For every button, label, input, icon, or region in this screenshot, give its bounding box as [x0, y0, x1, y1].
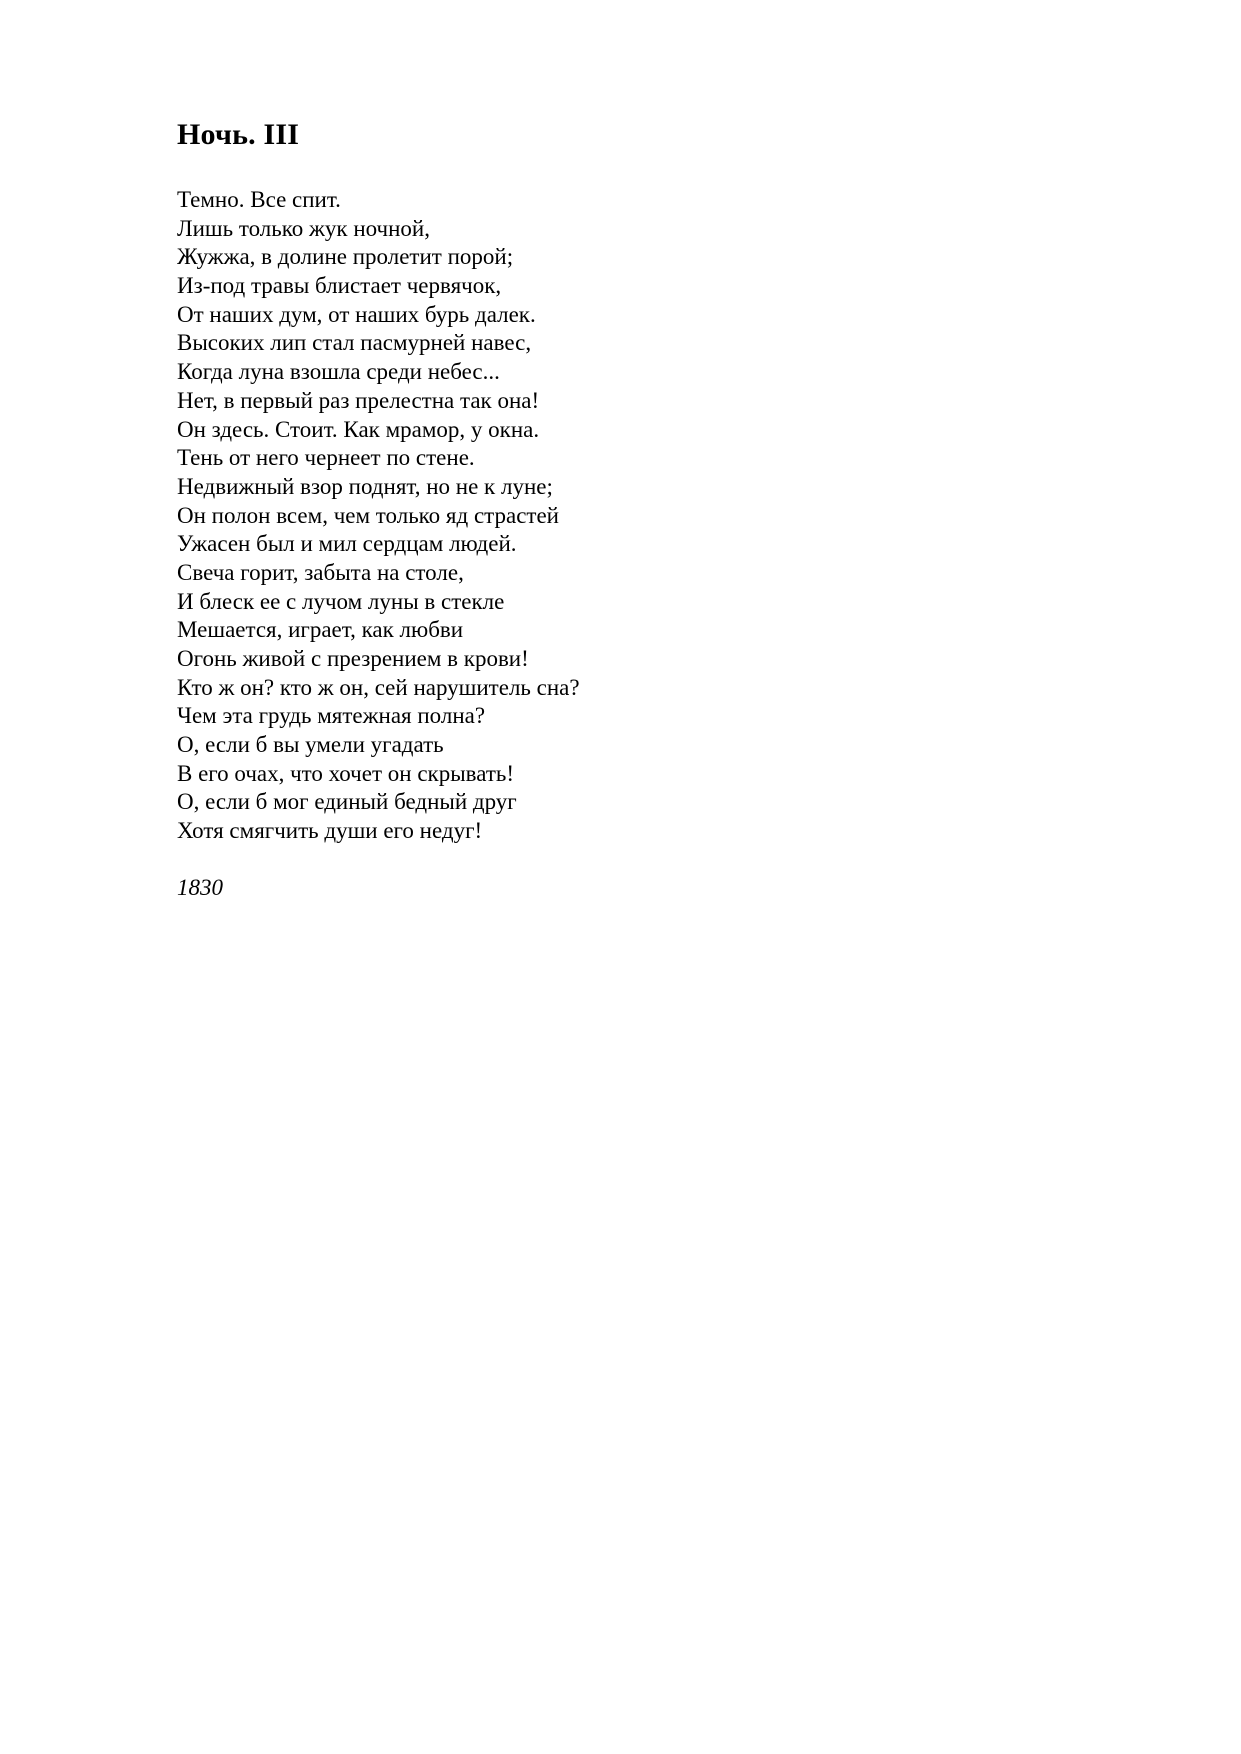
poem-line: Из-под травы блистает червячок, [177, 273, 502, 299]
poem-line: Недвижный взор поднят, но не к луне; [177, 473, 553, 499]
poem-line: О, если б вы умели угадать [177, 732, 444, 758]
poem-line: Свеча горит, забыта на столе, [177, 559, 464, 585]
poem-line: Огонь живой с презрением в крови! [177, 646, 529, 671]
poem-line: И блеск ее с лучом луны в стекле [177, 588, 505, 614]
poem-title: Ночь. III [177, 118, 300, 151]
poem-line: Нет, в первый раз прелестна так она! [177, 387, 540, 413]
poem-line: От наших дум, от наших бурь далек. [177, 301, 536, 327]
poem-line: Жужжа, в долине пролетит порой; [177, 244, 514, 270]
poem-line: Ужасен был и мил сердцам людей. [177, 531, 517, 557]
poem-line: Лишь только жук ночной, [177, 215, 430, 241]
poem-line: Он здесь. Стоит. Как мрамор, у окна. [177, 416, 540, 442]
poem-line: Тень от него чернеет по стене. [177, 445, 475, 471]
poem-line: Когда луна взошла среди небес... [177, 359, 500, 385]
poem-line: Темно. Все спит. [177, 187, 341, 212]
poem-line: О, если б мог единый бедный друг [177, 789, 517, 815]
poem-line: Он полон всем, чем только яд страстей [177, 502, 559, 528]
poem-line: Хотя смягчить души его недуг! [177, 818, 483, 844]
poem-line: Кто ж он? кто ж он, сей нарушитель сна? [177, 674, 580, 700]
poem-line: Высоких лип стал пасмурней навес, [177, 330, 532, 356]
poem-line: Чем эта грудь мятежная полна? [177, 703, 486, 729]
poem-line: В его очах, что хочет он скрывать! [177, 760, 515, 786]
poem-body [177, 186, 580, 846]
poem-date: 1830 [177, 875, 223, 900]
poem-line: Мешается, играет, как любви [177, 617, 464, 643]
